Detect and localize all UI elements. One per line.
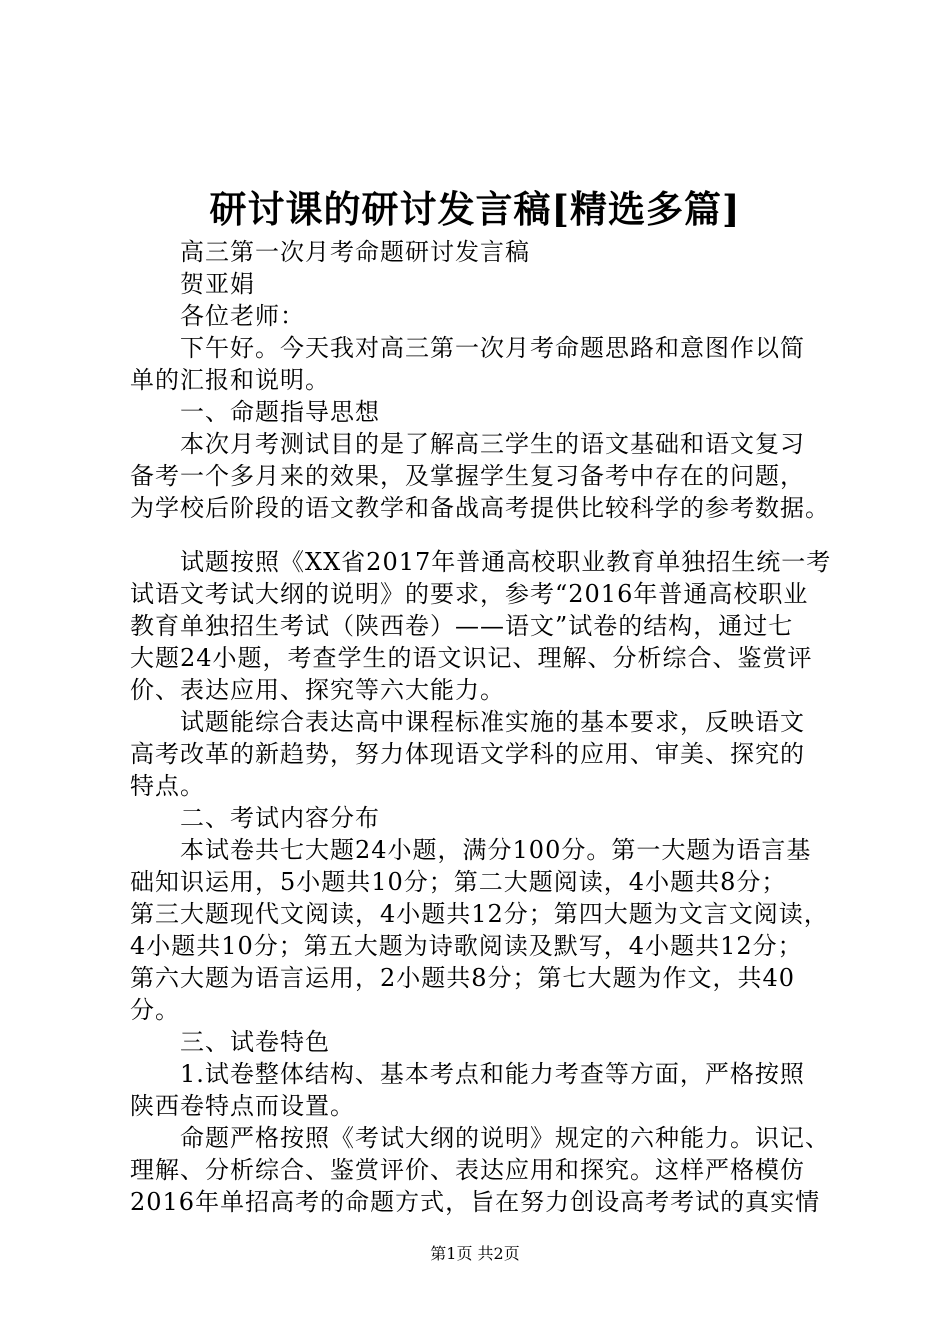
text-line: 高三第一次月考命题研讨发言稿 xyxy=(180,238,530,266)
paragraph-gap xyxy=(130,524,842,546)
text-line: 第六大题为语言运用，2小题共8分；第七大题为作文，共40 xyxy=(130,964,796,992)
document-title: 研讨课的研讨发言稿[精选多篇] xyxy=(209,187,741,231)
text-line: 4小题共10分；第五大题为诗歌阅读及默写，4小题共12分； xyxy=(130,932,803,960)
text-line: 贺亚娟 xyxy=(180,270,255,298)
text-line: 第三大题现代文阅读，4小题共12分；第四大题为文言文阅读， xyxy=(130,900,829,928)
text-line: 陕西卷特点而设置。 xyxy=(130,1092,355,1120)
document-body xyxy=(130,236,842,1218)
text-line: 三、试卷特色 xyxy=(180,1028,330,1056)
page-number-footer: 第1页 共2页 xyxy=(430,1244,520,1263)
text-line: 分。 xyxy=(130,996,180,1024)
text-line: 单的汇报和说明。 xyxy=(130,366,330,394)
text-line: 备考一个多月来的效果，及掌握学生复习备考中存在的问题， xyxy=(130,462,805,490)
text-line: 下午好。今天我对高三第一次月考命题思路和意图作以简 xyxy=(180,334,805,362)
text-line: 教育单独招生考试（陕西卷）——语文”试卷的结构，通过七 xyxy=(130,612,794,640)
text-line: 试题能综合表达高中课程标准实施的基本要求，反映语文 xyxy=(180,708,805,736)
text-line: 理解、分析综合、鉴赏评价、表达应用和探究。这样严格模仿 xyxy=(130,1156,805,1184)
text-line: 二、考试内容分布 xyxy=(180,804,380,832)
text-line: 各位老师： xyxy=(180,302,305,330)
text-line: 试语文考试大纲的说明》的要求，参考“2016年普通高校职业 xyxy=(130,580,809,608)
text-line: 一、命题指导思想 xyxy=(180,398,380,426)
text-line: 特点。 xyxy=(130,772,205,800)
text-line: 本次月考测试目的是了解高三学生的语文基础和语文复习 xyxy=(180,430,805,458)
text-line: 大题24小题，考查学生的语文识记、理解、分析综合、鉴赏评 xyxy=(130,644,813,672)
text-line: 2016年单招高考的命题方式，旨在努力创设高考考试的真实情 xyxy=(130,1188,821,1216)
text-line: 础知识运用，5小题共10分；第二大题阅读，4小题共8分； xyxy=(130,868,787,896)
text-line: 试题按照《XX省2017年普通高校职业教育单独招生统一考 xyxy=(180,548,832,576)
text-line: 高考改革的新趋势，努力体现语文学科的应用、审美、探究的 xyxy=(130,740,805,768)
text-line: 为学校后阶段的语文教学和备战高考提供比较科学的参考数据。 xyxy=(130,494,830,522)
text-line: 价、表达应用、探究等六大能力。 xyxy=(130,676,505,704)
text-line: 命题严格按照《考试大纲的说明》规定的六种能力。识记、 xyxy=(180,1124,830,1152)
text-line: 1.试卷整体结构、基本考点和能力考查等方面，严格按照 xyxy=(180,1060,805,1088)
text-line: 本试卷共七大题24小题，满分100分。第一大题为语言基 xyxy=(180,836,812,864)
